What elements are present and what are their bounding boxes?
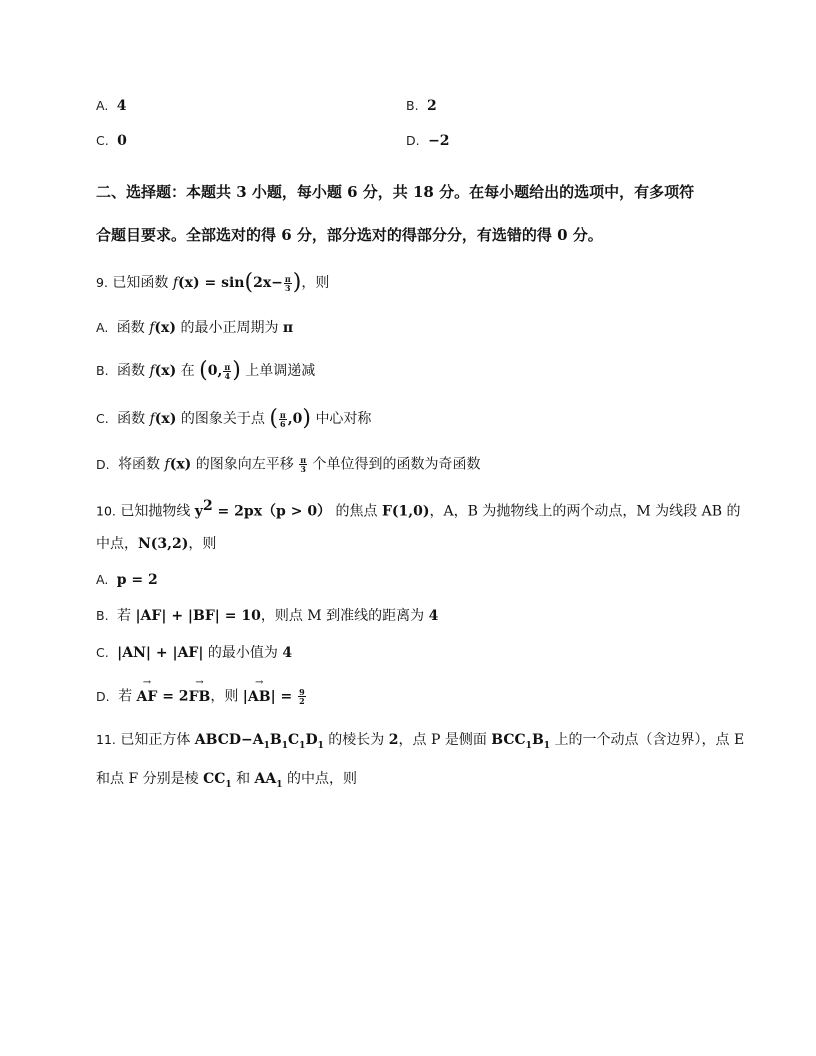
question-number: 10. — [96, 503, 116, 519]
option-label: D. — [96, 456, 110, 472]
math-point: N(3,2) — [138, 536, 189, 552]
question-9-option-d — [96, 456, 481, 473]
section-heading-line-2: 合题目要求。全部选对的得 6 分，部分选对的得部分分，有选错的得 0 分。 — [96, 226, 603, 244]
math-face: $BCC_1B_1$ — [491, 732, 551, 751]
option-value: −2 — [428, 133, 450, 149]
option-text: ，则 — [210, 688, 239, 705]
math-expr: ABCD−A — [194, 732, 264, 748]
option-label: D. — [96, 688, 110, 704]
question-11-stem — [96, 732, 744, 752]
option-text: 上单调递减 — [245, 363, 316, 379]
stem-text: 和 — [236, 771, 251, 787]
frac-num: π — [224, 361, 231, 372]
math-f: f — [149, 320, 155, 336]
math-expr: = 2px — [212, 503, 263, 520]
vector-label: AB — [247, 688, 271, 705]
math-expr: AA — [254, 771, 277, 787]
math-point: ,0 — [287, 411, 303, 427]
frac-num: π — [300, 455, 307, 465]
option-text: 函数 — [117, 411, 146, 427]
stem-text: 已知函数 — [112, 275, 169, 291]
question-9-stem: 9. 已知函数 f(x) = sin(2x− $\frac{\pi}{3}$ )，则 — [96, 270, 330, 295]
frac-num: π — [279, 409, 286, 420]
frac-num: π — [284, 273, 291, 284]
math-cond: （p > 0） — [262, 503, 332, 520]
math-expr: y — [194, 503, 203, 520]
stem-text: ，点 P 是侧面 — [398, 732, 487, 748]
math-expr: CC — [203, 771, 226, 787]
question-10-option-c — [96, 645, 292, 662]
math-sub: 1 — [225, 779, 232, 790]
option-value: 0 — [117, 133, 127, 149]
stem-text: 的焦点 — [335, 503, 378, 520]
frac-num: 9 — [299, 687, 305, 697]
math-expr: p = 2 — [116, 572, 158, 588]
option-a — [96, 98, 127, 115]
question-10-stem-line-2 — [96, 536, 216, 553]
math-expr: (x) = sin — [178, 275, 245, 291]
math-sub: 1 — [263, 740, 270, 751]
question-9-option-b: B. 函数 f(x) 在 (0, $\frac{\pi}{4}$ ) 上单调递减 — [96, 358, 316, 383]
math-abs: | = — [270, 688, 298, 705]
math-edge — [203, 771, 232, 790]
vector-label: FB — [188, 688, 211, 705]
vector-fb: → FB — [188, 676, 211, 705]
option-label: B. — [96, 608, 109, 623]
option-text: 的图象向左平移 — [195, 456, 294, 473]
option-label: A. — [96, 98, 109, 113]
option-label: C. — [96, 133, 109, 148]
option-label: B. — [406, 98, 419, 113]
question-10-option-a — [96, 572, 158, 589]
math-expr: BCC — [491, 732, 526, 748]
option-label: C. — [96, 411, 109, 426]
fraction — [299, 456, 307, 473]
math-sub: 1 — [281, 740, 289, 751]
option-label: D. — [406, 133, 420, 148]
math-sub: 1 — [525, 740, 532, 751]
option-text: 的最小正周期为 — [180, 320, 279, 336]
question-number: 11. — [96, 732, 116, 747]
question-10-option-d — [96, 676, 307, 706]
math-f: f — [149, 411, 155, 427]
math-sub: 1 — [317, 740, 324, 751]
option-value: 2 — [427, 98, 437, 114]
fraction — [298, 688, 306, 705]
stem-text: ，A，B 为抛物线上的两个动点，M 为线段 AB 的 — [429, 503, 741, 520]
math-f: f — [164, 456, 170, 473]
question-9-option-c: C. 函数 f(x) 的图象关于点 ( $\frac{\pi}{6}$ ,0) 中心对称 — [96, 406, 372, 431]
math-value: π — [282, 320, 294, 336]
math-sup: 2 — [202, 498, 213, 514]
question-10-stem — [96, 498, 740, 520]
stem-text: 已知抛物线 — [120, 503, 191, 520]
option-d — [406, 133, 450, 150]
fraction — [284, 275, 292, 292]
option-text: 函数 — [116, 320, 145, 336]
fraction — [223, 363, 231, 380]
math-cube: $ABCD-A_1B_1C_1D_1$ — [194, 732, 324, 751]
option-c — [96, 133, 127, 150]
frac-den: 6 — [280, 418, 286, 429]
option-text: 个单位得到的函数为奇函数 — [312, 456, 481, 473]
option-text: 将函数 — [118, 456, 161, 473]
section-heading-line-1: 二、选择题：本题共 3 小题，每小题 6 分，共 18 分。在每小题给出的选项中，有多项符 — [96, 183, 695, 201]
math-sub: 1 — [299, 740, 306, 751]
math-arg: (x) — [169, 456, 192, 473]
stem-text: 上的一个动点（含边界），点 E — [554, 732, 745, 748]
question-10-option-b — [96, 608, 438, 625]
option-label: B. — [96, 363, 109, 378]
stem-text: 和点 F 分别是棱 — [96, 771, 199, 787]
stem-text: 已知正方体 — [120, 732, 191, 748]
math-abs: | — [242, 688, 248, 705]
option-text: 的最小值为 — [207, 645, 278, 661]
option-label: C. — [96, 645, 109, 660]
question-9-option-a — [96, 320, 293, 337]
math-f: f — [172, 275, 179, 291]
math-value: 4 — [282, 645, 293, 661]
math-point: F(1,0) — [381, 503, 430, 520]
math-expr: = 2 — [157, 688, 189, 705]
math-interval: 0, — [207, 363, 223, 379]
vector-ab: → AB — [247, 676, 271, 705]
question-11-stem-line-2 — [96, 771, 357, 791]
option-text: 若 — [117, 608, 132, 624]
frac-den: 2 — [299, 696, 305, 706]
stem-text: 的棱长为 — [328, 732, 385, 748]
math-expr: |AF| + |BF| = 10 — [135, 608, 261, 624]
fraction — [279, 411, 287, 428]
math-sub: 1 — [276, 779, 283, 790]
vector-af: → AF — [136, 676, 158, 705]
option-text: 中心对称 — [315, 411, 372, 427]
question-number: 9. — [96, 275, 108, 290]
option-value: 4 — [116, 98, 127, 114]
math-arg: (x) — [154, 320, 177, 336]
stem-text: ，则 — [188, 536, 217, 552]
math-sub: 1 — [543, 740, 551, 751]
math-value: 2 — [388, 732, 399, 748]
option-b — [406, 98, 437, 115]
option-label: A. — [96, 572, 109, 587]
math-value: 4 — [428, 608, 439, 624]
frac-den: 3 — [300, 464, 306, 474]
math-expr: |AN| + |AF| — [117, 645, 204, 661]
math-edge — [254, 771, 283, 790]
stem-text: ，则 — [301, 275, 330, 291]
option-text: 函数 — [117, 363, 146, 379]
option-label: A. — [96, 320, 109, 335]
math-arg: (x) — [154, 411, 177, 427]
option-text: 在 — [180, 363, 195, 379]
option-text: ，则点 M 到准线的距离为 — [260, 608, 425, 624]
stem-text: 中点， — [96, 536, 138, 552]
frac-den: 3 — [285, 282, 291, 293]
math-f: f — [149, 363, 155, 379]
stem-text: 的中点，则 — [287, 771, 357, 787]
math-arg: 2x− — [253, 275, 283, 291]
frac-den: 4 — [224, 370, 231, 381]
math-arg: (x) — [154, 363, 177, 379]
option-text: 若 — [118, 688, 133, 705]
option-text: 的图象关于点 — [180, 411, 265, 427]
vector-label: AF — [136, 688, 158, 705]
